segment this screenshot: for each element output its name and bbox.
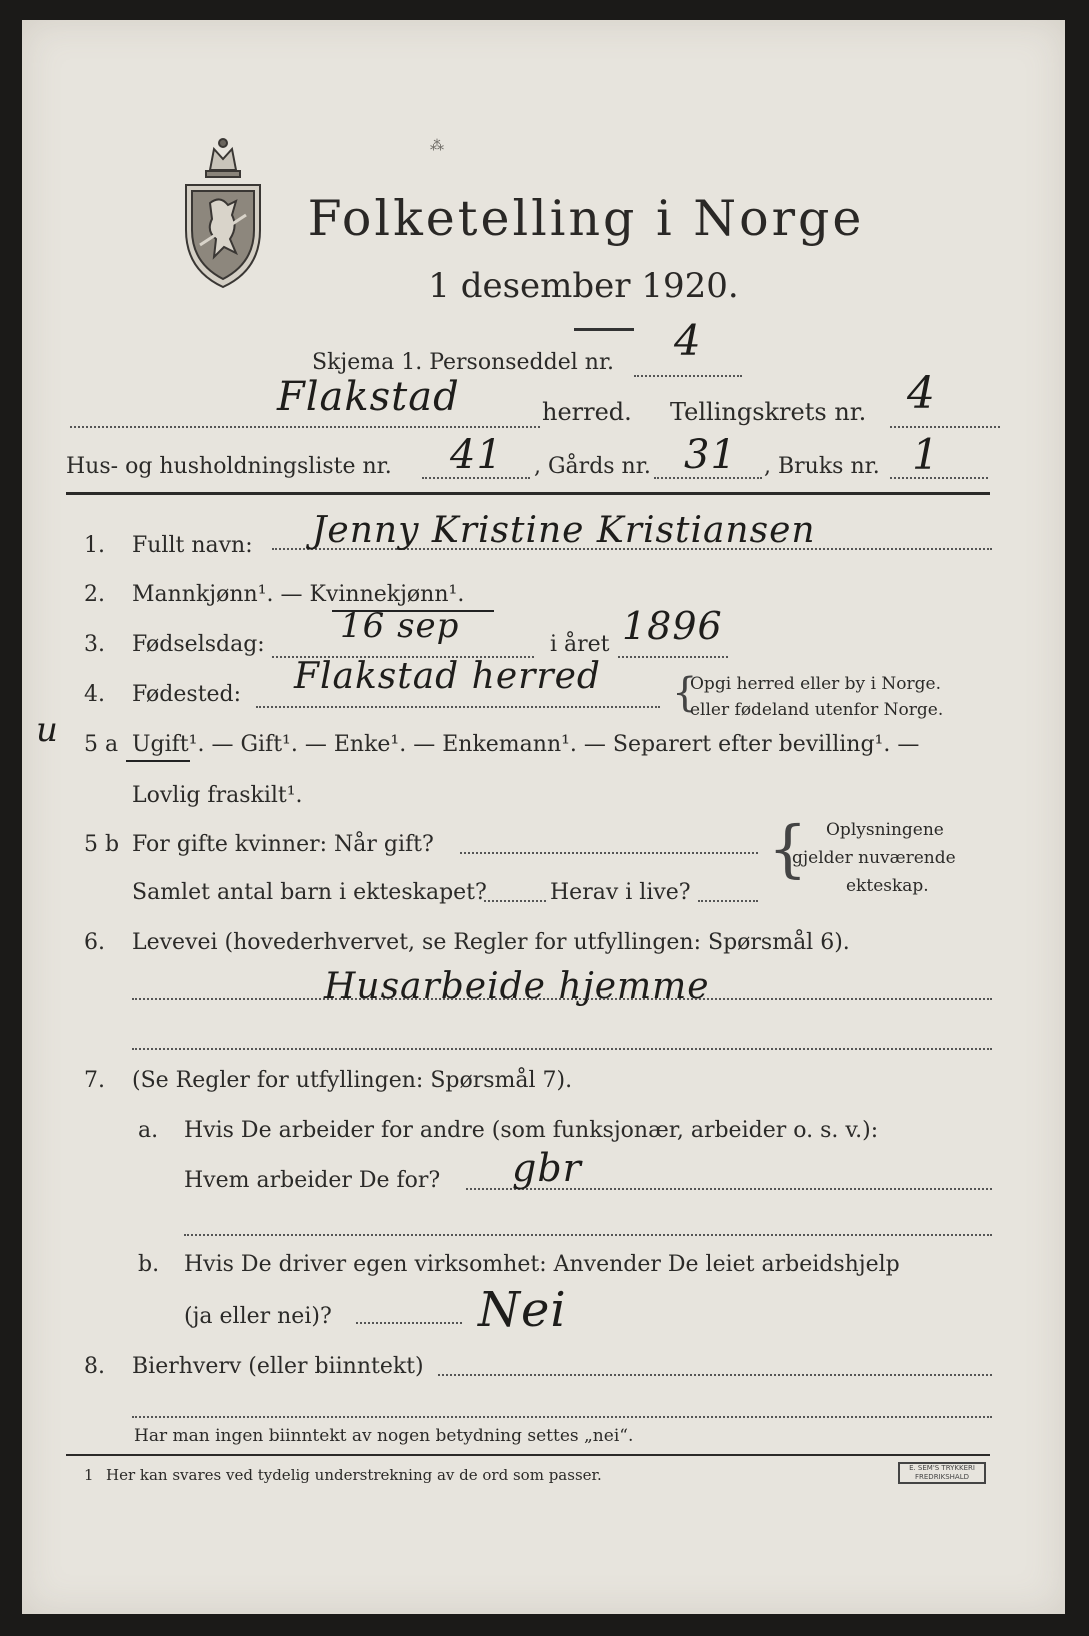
q8-field-line-2	[132, 1416, 992, 1418]
q7-label: (Se Regler for utfyllingen: Spørsmål 7).	[132, 1068, 573, 1093]
footer-rule	[66, 1454, 990, 1456]
tellingskrets-value[interactable]: 4	[907, 368, 936, 419]
q3-year-value[interactable]: 1896	[622, 604, 723, 648]
hus-label: Hus- og husholdningsliste nr.	[66, 454, 392, 479]
q7b-answer-value[interactable]: Nei	[478, 1282, 567, 1338]
q7b-line1: Hvis De driver egen virksomhet: Anvender De leiet arbeidshjelp	[184, 1252, 900, 1277]
skjema-value[interactable]: 4	[674, 316, 702, 365]
q5a-ugift-underline	[126, 760, 190, 762]
q8-label: Bierhverv (eller biinntekt)	[132, 1354, 424, 1379]
q5a-options-line1: Ugift¹. — Gift¹. — Enke¹. — Enkemann¹. — Separert efter bevilling¹. —	[132, 732, 920, 757]
q1-fullname-value[interactable]: Jenny Kristine Kristiansen	[312, 510, 816, 551]
q7a-line2: Hvem arbeider De for?	[184, 1168, 441, 1193]
q2-number: 2.	[84, 582, 105, 607]
q5b-antal-barn-label: Samlet antal barn i ekteskapet?	[132, 880, 487, 905]
q7a-line1: Hvis De arbeider for andre (som funksjonær, arbeider o. s. v.):	[184, 1118, 879, 1143]
bruks-label: , Bruks nr.	[764, 454, 880, 479]
q1-label: Fullt navn:	[132, 533, 253, 558]
q5b-brace: {	[768, 812, 808, 885]
q5a-number: 5 a	[84, 732, 119, 757]
divider	[574, 328, 634, 331]
form-date: 1 desember 1920.	[428, 266, 739, 306]
q4-label: Fødested:	[132, 682, 242, 707]
q5b-herav-field-line	[698, 900, 758, 902]
footnote-text: Her kan svares ved tydelig understrekning av de ord som passer.	[106, 1466, 602, 1484]
q4-number: 4.	[84, 682, 105, 707]
tellingskrets-field-line	[890, 426, 1000, 428]
q5a-margin-mark: u	[36, 710, 59, 750]
q4-field-line	[256, 706, 660, 708]
gards-label: , Gårds nr.	[534, 454, 651, 479]
q5b-note-line2: gjelder nuværende	[792, 848, 956, 868]
tellingskrets-label: Tellingskrets nr.	[670, 398, 867, 426]
q5b-note-line3: ekteskap.	[846, 876, 929, 896]
q7a-employer-value[interactable]: gbr	[512, 1146, 582, 1190]
printer-stamp: E. SEM'S TRYKKERI FREDRIKSHALD	[898, 1462, 986, 1484]
hus-value[interactable]: 41	[450, 432, 503, 478]
q7b-letter: b.	[138, 1252, 160, 1277]
q1-number: 1.	[84, 533, 105, 558]
q7a-field-line-2	[184, 1234, 992, 1236]
q3-year-field-line	[618, 656, 728, 658]
q5b-number: 5 b	[84, 832, 120, 857]
q6-levevei-value[interactable]: Husarbeide hjemme	[324, 966, 710, 1007]
q3-label: Fødselsdag:	[132, 632, 265, 657]
q3-birthdate-value[interactable]: 16 sep	[340, 606, 460, 646]
q6-number: 6.	[84, 930, 105, 955]
biinntekt-note: Har man ingen biinntekt av nogen betydning settes „nei“.	[134, 1426, 634, 1446]
footnote-number: 1	[84, 1466, 94, 1484]
q5b-nar-gift-field-line	[460, 852, 758, 854]
stamp-mark: ⁂	[430, 138, 444, 154]
skjema-field-line	[634, 375, 742, 377]
herred-value[interactable]: Flakstad	[277, 374, 460, 420]
q4-note-line2: eller fødeland utenfor Norge.	[690, 700, 944, 720]
q8-field-line	[438, 1374, 992, 1376]
q7-number: 7.	[84, 1068, 105, 1093]
q4-brace: {	[672, 670, 698, 716]
q6-field-line-1	[132, 998, 992, 1000]
q3-aret-label: i året	[550, 632, 610, 657]
q5b-nar-gift-label: For gifte kvinner: Når gift?	[132, 832, 434, 857]
q7b-line2: (ja eller nei)?	[184, 1304, 332, 1329]
q7b-field-line	[356, 1322, 462, 1324]
q6-label: Levevei (hovederhvervet, se Regler for utfyllingen: Spørsmål 6).	[132, 930, 850, 955]
q2-label: Mannkjønn¹. — Kvinnekjønn¹.	[132, 582, 465, 607]
q8-number: 8.	[84, 1354, 105, 1379]
skjema-label: Skjema 1. Personseddel nr.	[312, 350, 615, 375]
header-rule	[66, 492, 990, 495]
gards-value[interactable]: 31	[684, 432, 737, 478]
census-form	[22, 20, 1065, 1614]
herred-field-line	[70, 426, 540, 428]
q6-field-line-2	[132, 1048, 992, 1050]
q4-note-line1: Opgi herred eller by i Norge.	[690, 674, 941, 694]
form-title: Folketelling i Norge	[307, 190, 865, 247]
q5b-antal-barn-field-line	[484, 900, 546, 902]
q5a-options-line2: Lovlig fraskilt¹.	[132, 783, 303, 808]
q3-number: 3.	[84, 632, 105, 657]
q4-birthplace-value[interactable]: Flakstad herred	[294, 656, 601, 697]
q7a-letter: a.	[138, 1118, 159, 1143]
bruks-value[interactable]: 1	[912, 430, 940, 479]
q5b-note-line1: Oplysningene	[826, 820, 944, 840]
q5b-herav-label: Herav i live?	[550, 880, 691, 905]
herred-label: herred.	[542, 398, 632, 426]
